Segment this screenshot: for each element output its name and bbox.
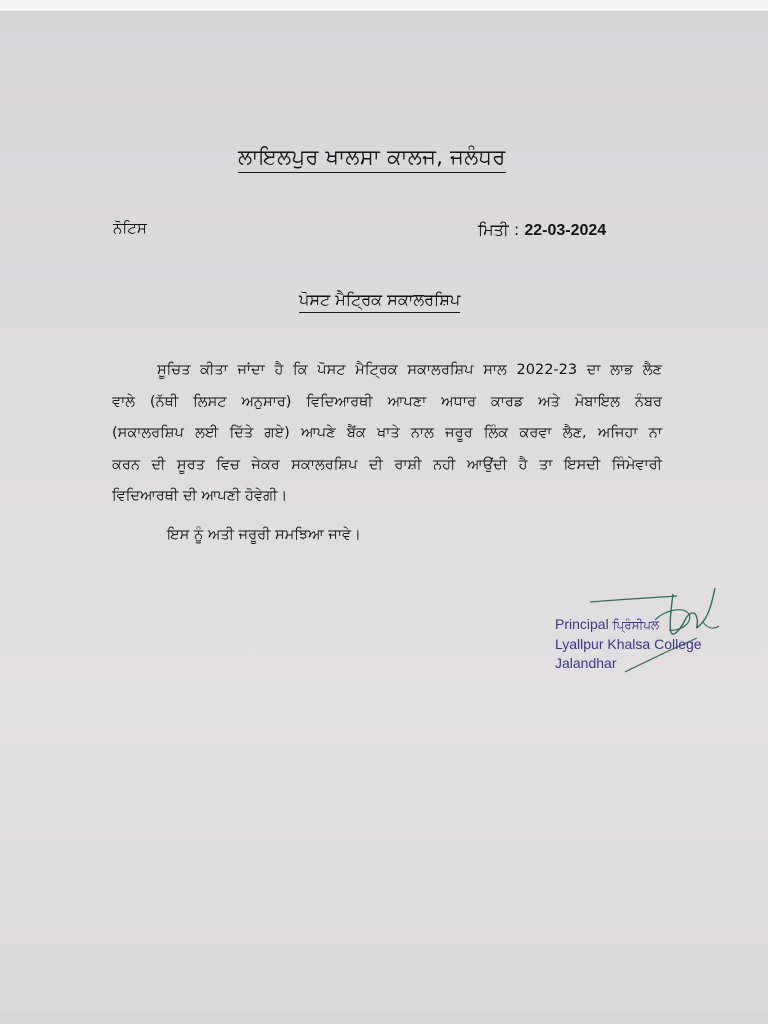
stamp-line-college: Lyallpur Khalsa College (555, 636, 702, 652)
date-value: 22-03-2024 (524, 222, 607, 239)
date-label: ਮਿਤੀ : (478, 220, 525, 239)
college-title: ਲਾਇਲਪੁਰ ਖਾਲਸਾ ਕਾਲਜ, ਜਲੰਧਰ (238, 145, 506, 173)
stamp-line-principal (555, 615, 702, 635)
stamp-principal-en: Principal (555, 616, 609, 632)
stamp-principal-pa: ਪ੍ਰਿੰਸੀਪਲ (612, 618, 660, 632)
notice-body (112, 355, 662, 513)
notice-page (0, 12, 768, 1012)
notice-subject: ਪੋਸਟ ਮੈਟ੍ਰਿਕ ਸਕਾਲਰਸ਼ਿਪ (299, 290, 460, 313)
body-line: ਵਾਲੇ (ਨੱਥੀ ਲਿਸਟ ਅਨੁਸਾਰ) ਵਿਦਿਆਰਥੀ ਆਪਣਾ ਅਧਾਰ ਕਾਰਡ ਅਤੇ ਮੋਬਾਇਲ ਨੰਬਰ (112, 393, 662, 410)
notice-label: ਨੋਟਿਸ (113, 219, 147, 237)
body-line: ਕਰਨ ਦੀ ਸੂਰਤ ਵਿਚ ਜੇਕਰ ਸਕਾਲਰਸ਼ਿਪ ਦੀ ਰਾਸ਼ੀ ਨਹੀ ਆਉਂਦੀ ਹੈ ਤਾ ਇਸਦੀ ਜਿੰਮੇਵਾਰੀ (112, 456, 662, 473)
stamp-line-city: Jalandhar (555, 655, 617, 671)
date-line (478, 220, 606, 240)
body-line: ਵਿਦਿਆਰਥੀ ਦੀ ਆਪਣੀ ਹੋਵੇਗੀ। (112, 488, 288, 504)
body-line: (ਸਕਾਲਰਸ਼ਿਪ ਲਈ ਦਿੱਤੇ ਗਏ) ਆਪਣੇ ਬੈਂਕ ਖਾਤੇ ਨਾਲ ਜਰੂਰ ਲਿੰਕ ਕਰਵਾ ਲੈਣ, ਅਜਿਹਾ ਨਾ (112, 425, 662, 441)
top-margin-strip (0, 0, 768, 12)
principal-stamp (555, 615, 702, 673)
closing-line: ਇਸ ਨੂੰ ਅਤੀ ਜਰੂਰੀ ਸਮਝਿਆ ਜਾਵੇ। (167, 527, 361, 543)
body-line: ਸੂਚਿਤ ਕੀਤਾ ਜਾਂਦਾ ਹੈ ਕਿ ਪੋਸਟ ਮੈਟ੍ਰਿਕ ਸਕਾਲਰਸ਼ਿਪ ਸਾਲ 2022-23 ਦਾ ਲਾਭ ਲੈਣ (157, 362, 662, 378)
